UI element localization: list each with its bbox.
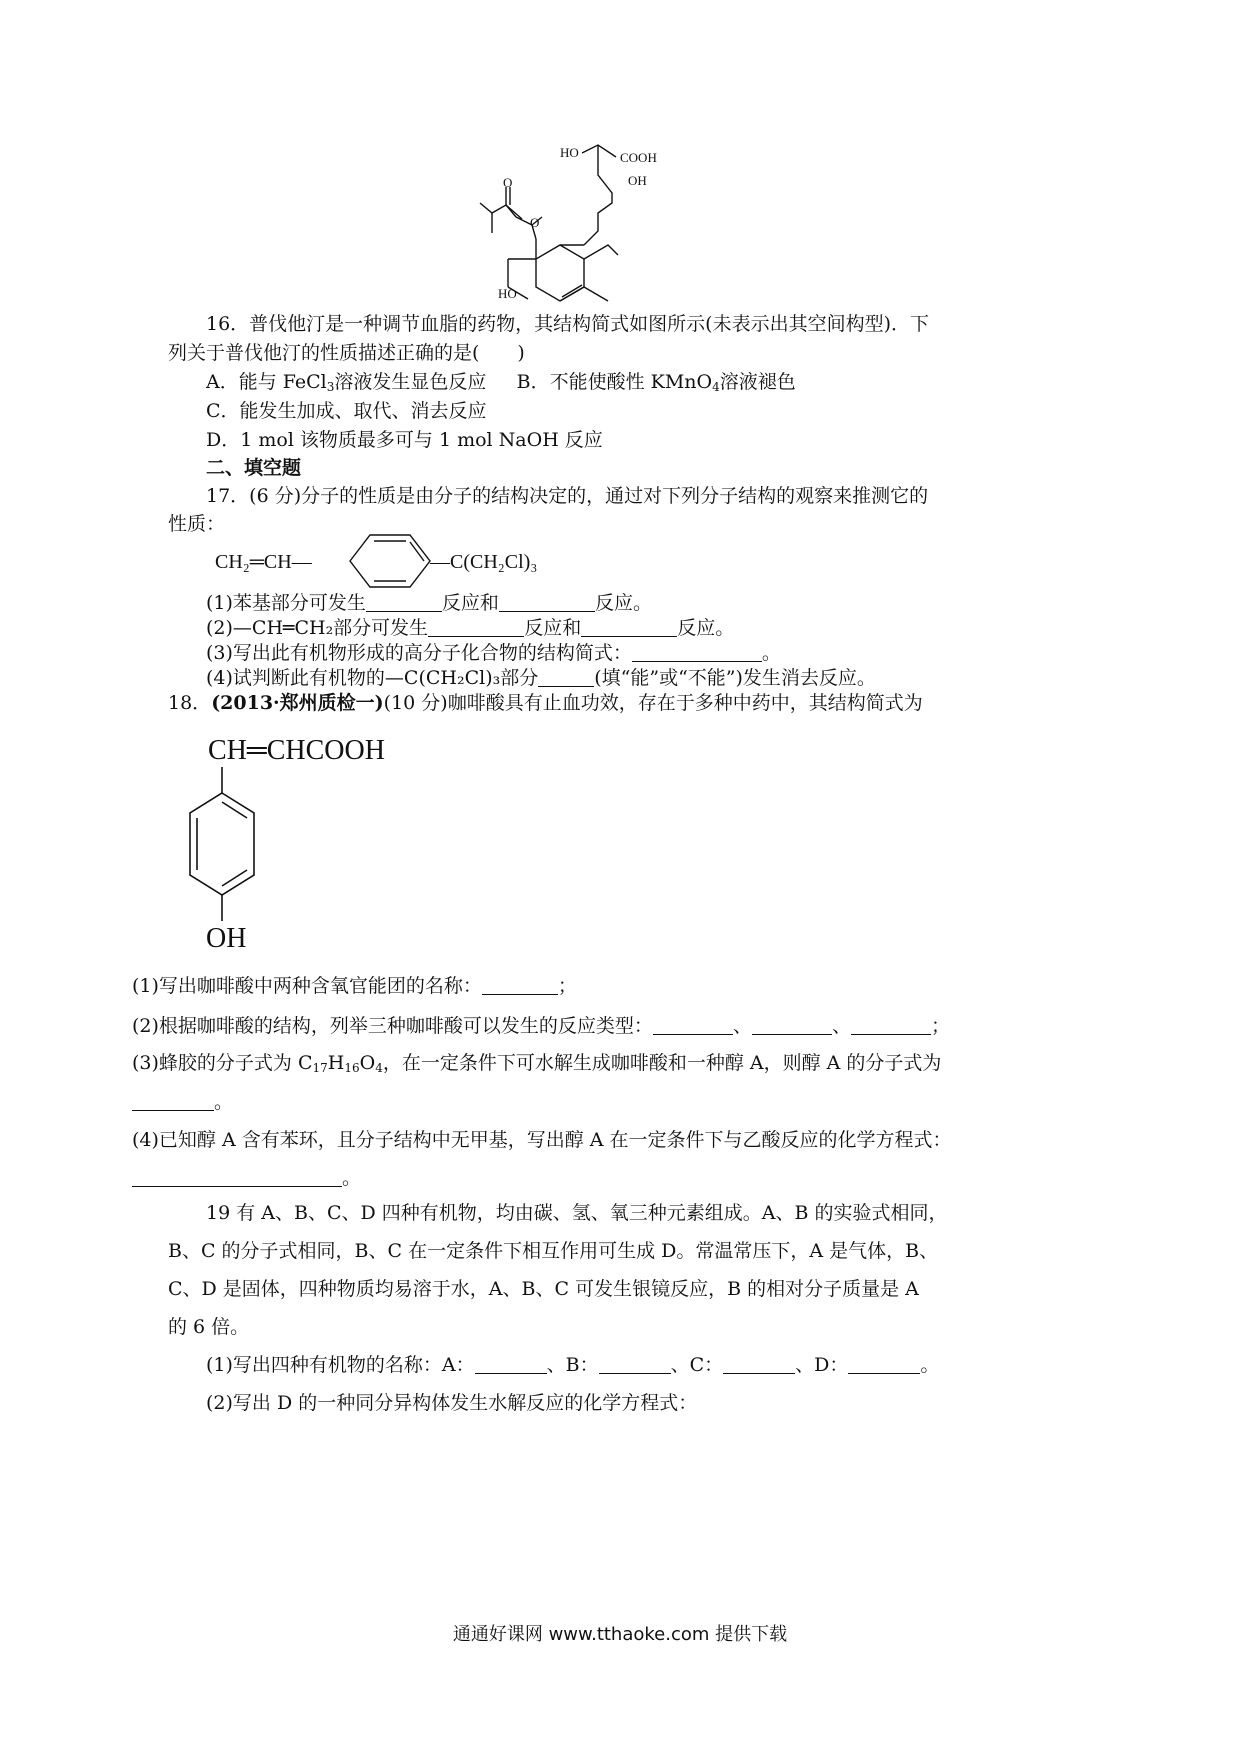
q17-part4: (4)试判断此有机物的—C(CH₂Cl)₃部分 (填“能”或“不能”)发生消去反应。 <box>206 667 876 689</box>
q19-line2: B、C 的分子式相同，B、C 在一定条件下相互作用可生成 D。常温常压下，A 是气体，B、 <box>168 1240 939 1262</box>
q19-part1: (1)写出四种有机物的名称：A： 、B： 、C： 、D： 。 <box>206 1354 940 1376</box>
q19-blank-a[interactable] <box>475 1354 547 1374</box>
styrene-derivative-structure <box>210 530 630 592</box>
ho-left-label: HO <box>498 286 517 301</box>
q18-stem: 18．(2013·郑州质检一)(10 分)咖啡酸具有止血功效，存在于多种中药中，其结构简式为 <box>168 692 923 714</box>
q18-part3: (3)蜂胶的分子式为 $C_{17}H_{16}O_4$，在一定条件下可水解生成咖啡酸和一种醇 A，则醇 A 的分子式为 <box>132 1052 942 1075</box>
trichloromethyl-label: —C(CH₂Cl)₃ <box>430 551 538 573</box>
q19-line4: 的 6 倍。 <box>168 1316 250 1338</box>
q19-line3: C、D 是固体，四种物质均易溶于水，A、B、C 可发生银镜反应，B 的相对分子质量是 A <box>168 1278 919 1300</box>
q17-stem-line1: 17．(6 分)分子的性质是由分子的结构决定的，通过对下列分子结构的观察来推测它的 <box>206 485 929 507</box>
q16-stem-line2: 列关于普伐他汀的性质描述正确的是( ) <box>168 342 525 364</box>
acrylic-acid-label: CH═CHCOOH <box>208 735 385 766</box>
q16-option-c: C．能发生加成、取代、消去反应 <box>206 400 487 422</box>
q18-part4-answer: 。 <box>132 1165 361 1191</box>
q17-blank-4[interactable] <box>581 617 677 637</box>
q19-part2: (2)写出 D 的一种同分异构体发生水解反应的化学方程式： <box>206 1392 698 1414</box>
page-footer: 通通好课网 www.tthaoke.com 提供下载 <box>452 1624 788 1645</box>
pravastatin-structure <box>470 135 710 310</box>
q18-part1: (1)写出咖啡酸中两种含氧官能团的名称： ； <box>132 975 577 997</box>
q19-blank-c[interactable] <box>723 1354 795 1374</box>
q17-part2: (2)—CH═CH₂部分可发生 反应和 反应。 <box>206 617 735 639</box>
q17-blank-6[interactable] <box>538 667 594 687</box>
q18-part3-answer: 。 <box>132 1089 233 1115</box>
q19-line1: 19 有 A、B、C、D 四种有机物，均由碳、氢、氧三种元素组成。A、B 的实验式相同， <box>206 1202 948 1224</box>
q18-part2: (2)根据咖啡酸的结构，列举三种咖啡酸可以发生的反应类型： 、 、 ； <box>132 1015 950 1037</box>
ho-top-label: HO <box>560 145 579 160</box>
q18-blank-1[interactable] <box>482 975 558 995</box>
q18-part4: (4)已知醇 A 含有苯环，且分子结构中无甲基，写出醇 A 在一定条件下与乙酸反应的化学方程式： <box>132 1129 952 1151</box>
carbonyl-o-label: O <box>503 175 513 190</box>
q16-option-a: A．能与 FeCl$_3$溶液发生显色反应 <box>206 371 487 394</box>
q18-source: (2013·郑州质检一) <box>211 692 384 714</box>
q18-blank-6[interactable] <box>132 1167 342 1187</box>
cooh-label: COOH <box>620 150 657 165</box>
q17-blank-5[interactable] <box>632 642 762 662</box>
q18-blank-4[interactable] <box>851 1015 931 1035</box>
q16-option-d: D．1 mol 该物质最多可与 1 mol NaOH 反应 <box>206 429 603 451</box>
q18-blank-3[interactable] <box>752 1015 832 1035</box>
phenol-oh-label: OH <box>206 923 247 954</box>
q17-part3: (3)写出此有机物形成的高分子化合物的结构简式： 。 <box>206 642 781 664</box>
q16-stem-line1: 16．普伐他汀是一种调节血脂的药物，其结构简式如图所示(未表示出其空间构型)．下 <box>206 313 930 335</box>
q18-blank-5[interactable] <box>132 1091 214 1111</box>
ester-o-label: O <box>530 215 540 230</box>
q16-options-ab <box>206 369 796 395</box>
q17-blank-3[interactable] <box>428 617 524 637</box>
q17-stem-line2: 性质： <box>168 513 226 535</box>
section-heading-fill-blank: 二、填空题 <box>206 457 302 479</box>
q17-blank-2[interactable] <box>499 592 595 612</box>
q17-part1: (1)苯基部分可发生 反应和 反应。 <box>206 592 652 614</box>
q16-option-b: B．不能使酸性 KMnO$_4$溶液褪色 <box>516 371 796 394</box>
oh-right-label: OH <box>628 173 647 188</box>
q17-blank-1[interactable] <box>366 592 442 612</box>
q18-blank-2[interactable] <box>653 1015 733 1035</box>
q19-blank-d[interactable] <box>848 1354 920 1374</box>
caffeic-acid-structure <box>178 725 438 960</box>
q19-blank-b[interactable] <box>599 1354 671 1374</box>
vinyl-label: CH₂═CH— <box>215 551 312 573</box>
